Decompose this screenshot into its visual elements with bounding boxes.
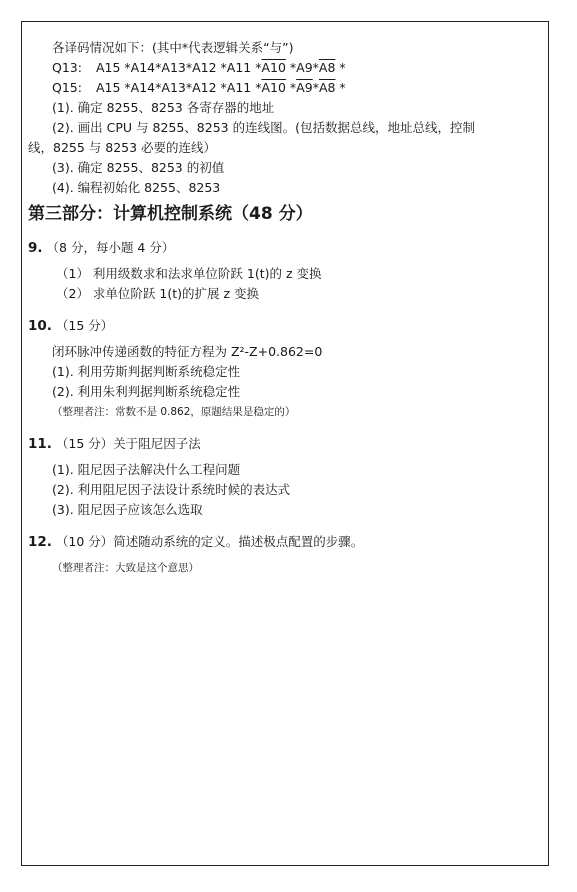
q10-equation: 闭环脉冲传递函数的特征方程为 Z²-Z+0.862=0: [52, 344, 323, 359]
q10-desc: （15 分）: [55, 318, 114, 333]
part3-heading: 第三部分：计算机控制系统（48 分）: [28, 204, 313, 224]
document-content: [28, 38, 543, 578]
q11-item-1: (1). 阻尼因子法解决什么工程问题: [52, 462, 241, 477]
item-2-continued: 线，8255 与 8253 必要的连线）: [28, 140, 217, 155]
q11-item-3: (3). 阻尼因子应该怎么选取: [52, 502, 203, 517]
q13-line: [28, 58, 543, 78]
q15-label: Q15:: [52, 80, 82, 95]
item-2: (2). 画出 CPU 与 8255、8253 的连线图。(包括数据总线，地址总线，控制: [52, 120, 475, 135]
q9-number: 9.: [28, 240, 43, 256]
q9-item-2: （2） 求单位阶跃 1(t)的扩展 z 变换: [56, 286, 260, 301]
q9-desc: （8 分，每小题 4 分）: [46, 240, 175, 255]
q12-number: 12.: [28, 534, 52, 550]
q15-line: [28, 78, 543, 98]
item-3: (3). 确定 8255、8253 的初值: [52, 160, 225, 175]
q9-item-1: （1） 利用级数求和法求单位阶跃 1(t)的 z 变换: [56, 266, 322, 281]
intro-line: 各译码情况如下：(其中*代表逻辑关系“与”): [52, 40, 294, 55]
q10-item-1: (1). 利用劳斯判据判断系统稳定性: [52, 364, 241, 379]
q10-item-2: (2). 利用朱利判据判断系统稳定性: [52, 384, 241, 399]
q15-expr: A15 *A14*A13*A12 *A11 *A10 *A9*A8 *: [96, 80, 346, 95]
q9-header: [28, 238, 543, 258]
q13-expr: A15 *A14*A13*A12 *A11 *A10 *A9*A8 *: [96, 60, 346, 75]
q12-desc: （10 分）简述随动系统的定义。描述极点配置的步骤。: [55, 534, 364, 549]
item-4: (4). 编程初始化 8255、8253: [52, 180, 221, 195]
q11-number: 11.: [28, 436, 52, 452]
q11-item-2: (2). 利用阻尼因子法设计系统时候的表达式: [52, 482, 291, 497]
q12-note: （整理者注：大致是这个意思）: [52, 562, 199, 574]
q11-desc: （15 分）关于阻尼因子法: [55, 436, 201, 451]
q12-header: [28, 532, 543, 552]
q10-number: 10.: [28, 318, 52, 334]
q10-note: （整理者注：常数不是 0.862，原题结果是稳定的）: [52, 406, 296, 418]
item-1: (1). 确定 8255、8253 各寄存器的地址: [52, 100, 275, 115]
q13-label: Q13:: [52, 60, 82, 75]
q11-header: [28, 434, 543, 454]
q10-header: [28, 316, 543, 336]
